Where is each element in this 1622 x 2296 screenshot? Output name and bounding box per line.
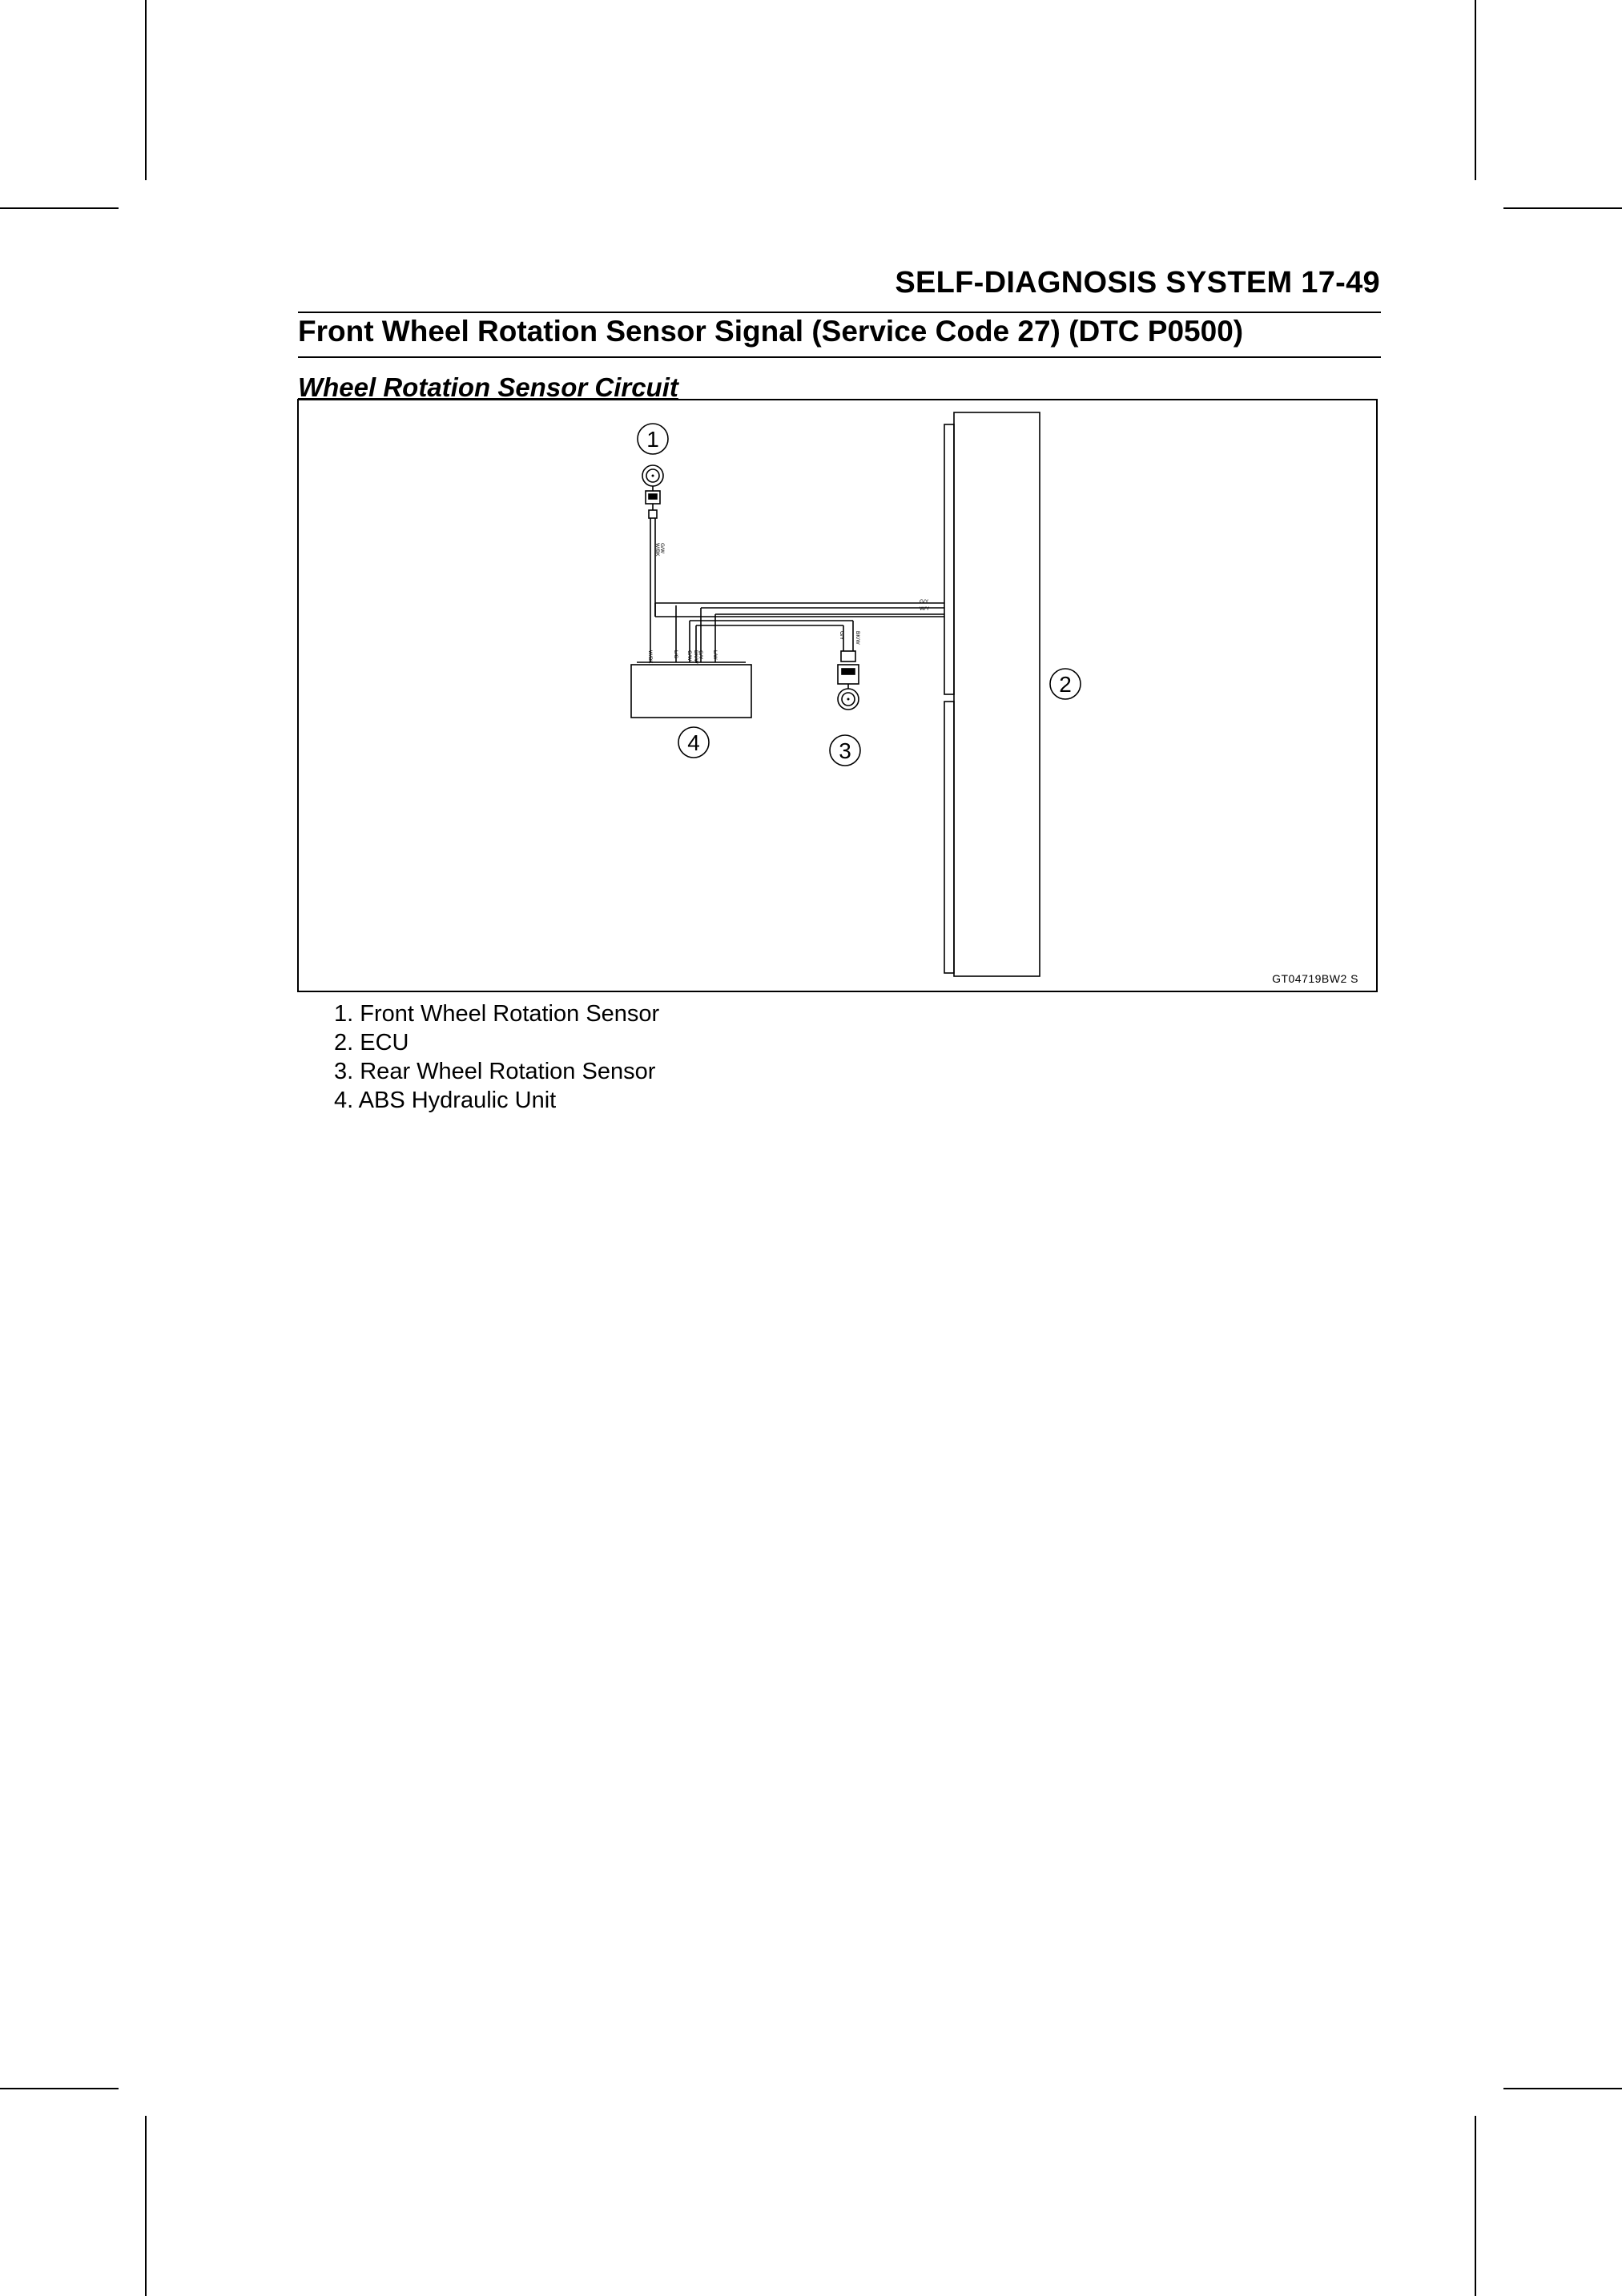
wire-label: W/BK bbox=[654, 543, 660, 557]
ecu-connector-upper bbox=[944, 424, 954, 694]
title-rule bbox=[298, 356, 1381, 358]
crop-mark bbox=[145, 2116, 147, 2296]
callout-number: 1 bbox=[646, 427, 659, 452]
callout-number: 4 bbox=[687, 730, 700, 755]
figure-legend bbox=[334, 999, 659, 1115]
wire-label: G/W bbox=[686, 650, 692, 661]
wire-label: L/G bbox=[673, 650, 678, 659]
crop-mark bbox=[0, 2088, 119, 2089]
wire-label: W/BK bbox=[647, 650, 653, 664]
wire-label: G/Y bbox=[698, 650, 703, 660]
wire-label: G/W bbox=[659, 543, 665, 553]
crop-mark bbox=[145, 0, 147, 180]
figure-code: GT04719BW2 S bbox=[1272, 972, 1358, 985]
running-head: SELF-DIAGNOSIS SYSTEM 17-49 bbox=[895, 266, 1380, 300]
legend-item: 3. Rear Wheel Rotation Sensor bbox=[334, 1059, 656, 1084]
wire-label: W/Y bbox=[920, 606, 930, 612]
crop-mark bbox=[1503, 2088, 1622, 2089]
legend-item: 4. ABS Hydraulic Unit bbox=[334, 1088, 557, 1113]
header-rule bbox=[298, 312, 1381, 313]
crop-mark bbox=[1475, 2116, 1476, 2296]
abs-hydraulic-unit bbox=[631, 665, 751, 718]
legend-item: 1. Front Wheel Rotation Sensor bbox=[334, 1001, 660, 1027]
crop-mark bbox=[1503, 207, 1622, 209]
callout-number: 3 bbox=[839, 738, 851, 763]
section-title: Front Wheel Rotation Sensor Signal (Service Code 27) (DTC P0500) bbox=[298, 315, 1244, 348]
wire-label: G/Y bbox=[839, 631, 844, 641]
crop-mark bbox=[0, 207, 119, 209]
legend-item: 2. ECU bbox=[334, 1030, 409, 1056]
crop-mark bbox=[1475, 0, 1476, 180]
wire-label: L/W bbox=[712, 650, 718, 660]
wire-label: BK/W bbox=[855, 631, 860, 645]
callout-number: 2 bbox=[1059, 672, 1072, 697]
ecu-connector-lower bbox=[944, 702, 954, 973]
circuit-drawing bbox=[299, 400, 1379, 994]
wire-label: BK/W bbox=[693, 650, 698, 664]
ecu-box bbox=[954, 412, 1040, 976]
subsection-title: Wheel Rotation Sensor Circuit bbox=[298, 372, 678, 402]
wire-label: G/Y bbox=[920, 599, 929, 605]
circuit-diagram bbox=[297, 399, 1378, 992]
